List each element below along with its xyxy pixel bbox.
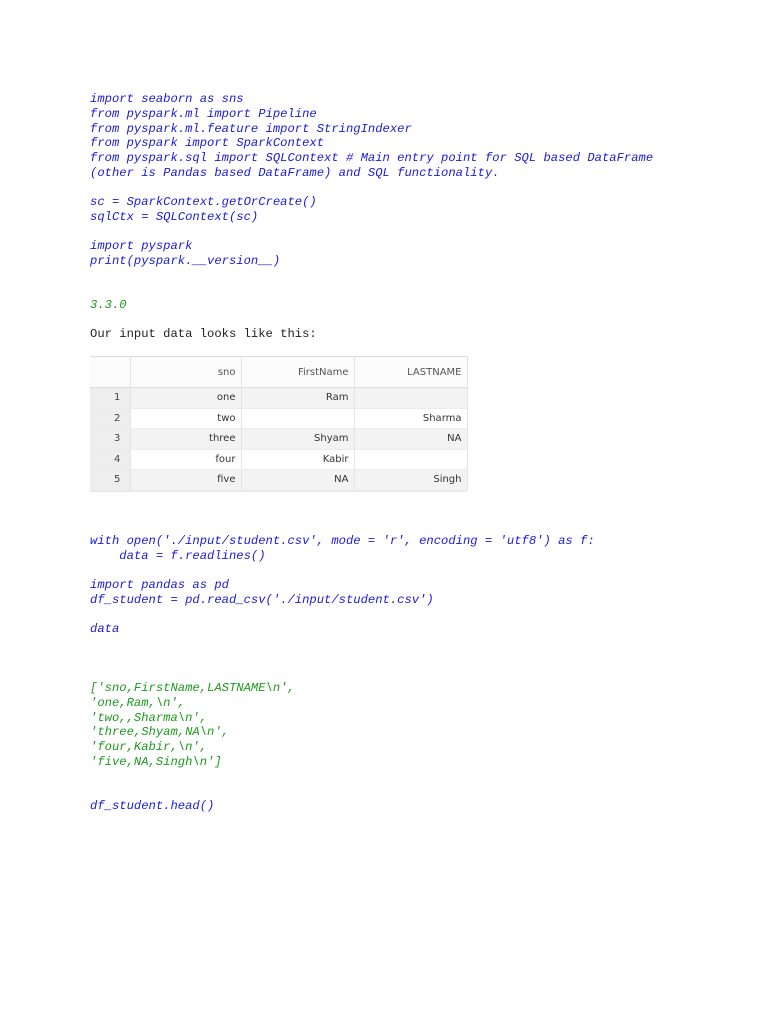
code-line: df_student = pd.read_csv('./input/student.csv') (90, 593, 434, 607)
output-line: 'three,Shyam,NA\n', (90, 725, 229, 739)
table-row (90, 408, 467, 429)
table-cell-index: 3 (90, 429, 130, 450)
code-line: from pyspark.ml.feature import StringIndexer (90, 122, 412, 136)
table-header-row (90, 357, 467, 388)
table-cell-index: 1 (90, 388, 130, 409)
table-row (90, 388, 467, 409)
code-line: import seaborn as sns (90, 92, 244, 106)
table-cell-index: 5 (90, 470, 130, 491)
table-cell (241, 408, 354, 429)
output-line: 'one,Ram,\n', (90, 696, 186, 710)
table-cell-index: 2 (90, 408, 130, 429)
output-line: 'five,NA,Singh\n'] (90, 755, 222, 769)
output-line: 'four,Kabir,\n', (90, 740, 208, 754)
table-header-lastname: LASTNAME (354, 357, 467, 388)
prose-paragraph: Our input data looks like this: (90, 327, 317, 341)
table-cell: four (130, 449, 241, 470)
code-line: import pandas as pd (90, 578, 229, 592)
code-line: from pyspark import SparkContext (90, 136, 325, 150)
output-line: 'two,,Sharma\n', (90, 711, 208, 725)
code-line: data (90, 622, 120, 636)
table-cell: Sharma (354, 408, 467, 429)
table-cell: one (130, 388, 241, 409)
table-row (90, 449, 467, 470)
code-line: print(pyspark.__version__) (90, 254, 281, 268)
code-line: sc = SparkContext.getOrCreate() (90, 195, 317, 209)
table-cell: five (130, 470, 241, 491)
table-row (90, 470, 467, 491)
table-cell: Ram (241, 388, 354, 409)
table-cell: Singh (354, 470, 467, 491)
code-line: sqlCtx = SQLContext(sc) (90, 210, 259, 224)
code-line: (other is Pandas based DataFrame) and SQL functionality. (90, 166, 500, 180)
code-cell-head: df_student.head() (90, 799, 215, 813)
table-header-sno: sno (130, 357, 241, 388)
table-cell (354, 449, 467, 470)
code-line: from pyspark.ml import Pipeline (90, 107, 317, 121)
table-cell (354, 388, 467, 409)
table-cell: Shyam (241, 429, 354, 450)
cell-output-version: 3.3.0 (90, 298, 127, 312)
table-row (90, 429, 467, 450)
table-cell: three (130, 429, 241, 450)
output-line: ['sno,FirstName,LASTNAME\n', (90, 681, 295, 695)
table-header-index (90, 357, 130, 388)
table-cell-index: 4 (90, 449, 130, 470)
code-line: import pyspark (90, 239, 193, 253)
table-cell: NA (354, 429, 467, 450)
table-cell: two (130, 408, 241, 429)
table-cell: Kabir (241, 449, 354, 470)
code-line: from pyspark.sql import SQLContext # Main entry point for SQL based DataFrame (90, 151, 654, 165)
code-line: with open('./input/student.csv', mode = 'r', encoding = 'utf8') as f: (90, 534, 595, 548)
code-line: data = f.readlines() (90, 549, 266, 563)
student-data-table (90, 356, 467, 492)
table-header-firstname: FirstName (241, 357, 354, 388)
table-cell: NA (241, 470, 354, 491)
